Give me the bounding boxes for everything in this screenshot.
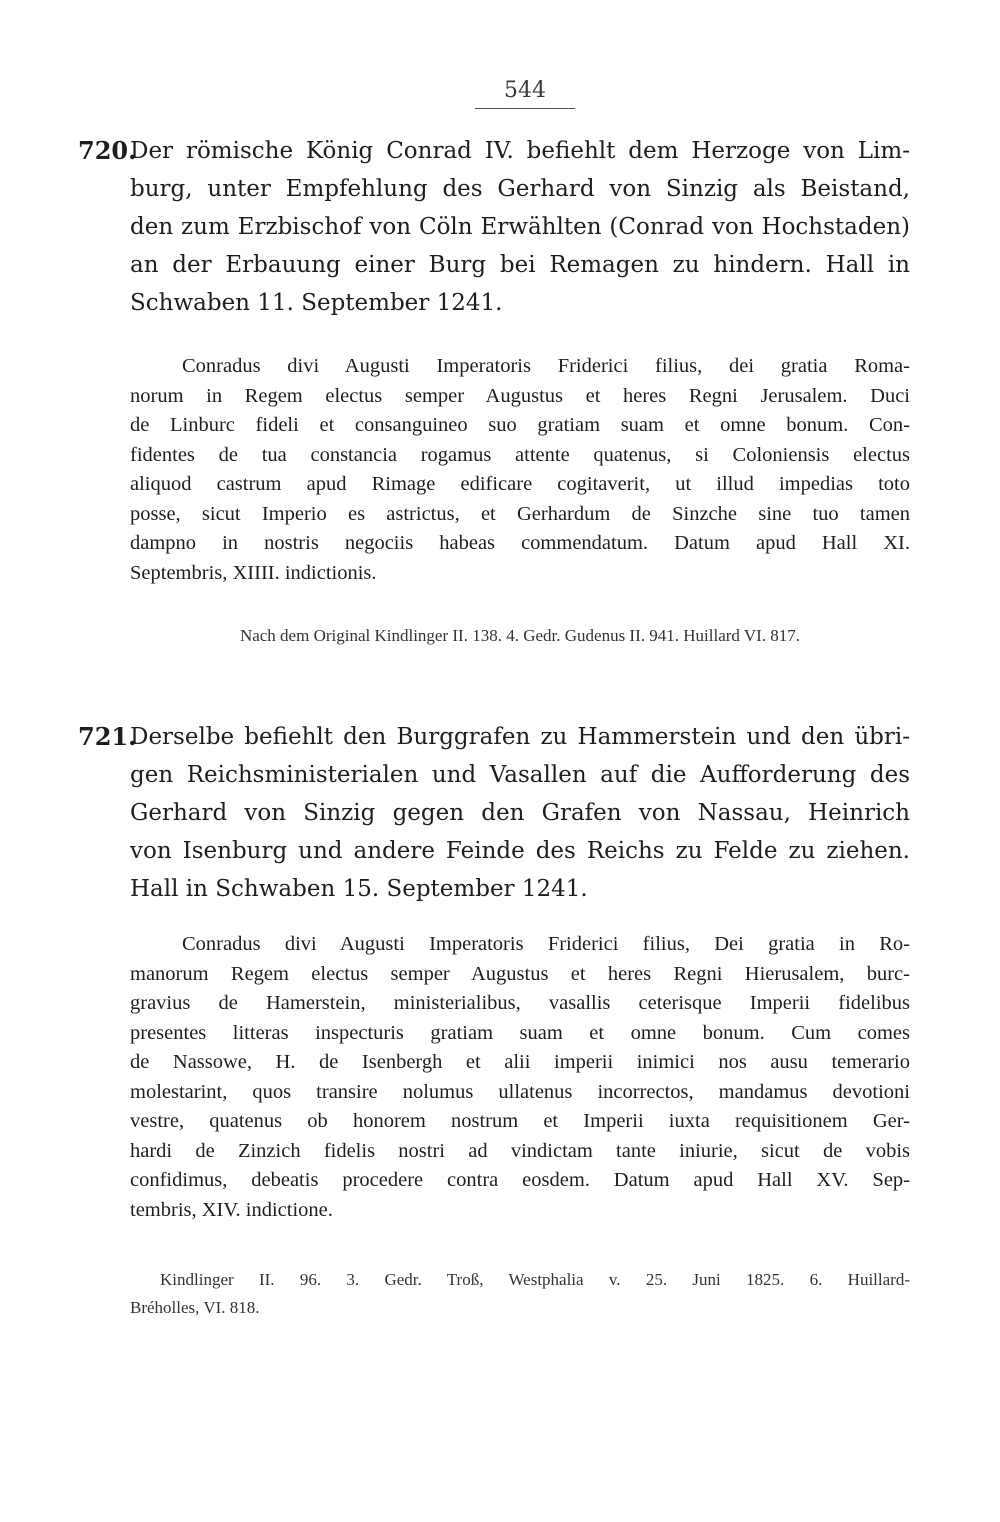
regest-line: Derselbe befiehlt den Burggrafen zu Hammerstein und den übri-: [130, 724, 910, 750]
latin-line: Septembris, XIIII. indictionis.: [130, 561, 377, 584]
regest-line: Gerhard von Sinzig gegen den Grafen von Nassau, Heinrich: [130, 800, 910, 826]
latin-line: de Nassowe, H. de Isenbergh et alii imperii inimici nos ausu temerario: [130, 1051, 910, 1073]
regest-line: Schwaben 11. September 1241.: [130, 290, 503, 316]
regest-line: burg, unter Empfehlung des Gerhard von Sinzig als Beistand,: [130, 176, 910, 202]
regest-line: Der römische König Conrad IV. befiehlt dem Herzoge von Lim-: [130, 138, 910, 164]
regest-line: den zum Erzbischof von Cöln Erwählten (Conrad von Hochstaden): [130, 214, 910, 240]
source-line: Kindlinger II. 96. 3. Gedr. Troß, Westphalia v. 25. Juni 1825. 6. Huillard-: [160, 1270, 910, 1289]
entry-721-source-note: [130, 1266, 910, 1322]
entry-721-latin-text: [130, 930, 910, 1225]
entry-720-source-note: [130, 622, 910, 650]
latin-line: Conradus divi Augusti Imperatoris Friderici filius, dei gratia Roma-: [182, 355, 910, 377]
latin-line: presentes litteras inspecturis gratiam suam et omne bonum. Cum comes: [130, 1021, 910, 1044]
latin-line: norum in Regem electus semper Augustus et heres Regni Jerusalem. Duci: [130, 384, 910, 407]
page-number: 544: [504, 78, 546, 103]
source-line: Nach dem Original Kindlinger II. 138. 4. Gedr. Gudenus II. 941. Huillard VI. 817.: [239, 626, 801, 645]
latin-line: dampno in nostris negociis habeas commendatum. Datum apud Hall XI.: [130, 532, 910, 554]
entry-number: 721.: [78, 722, 137, 751]
regest-line: an der Erbauung einer Burg bei Remagen zu hindern. Hall in: [130, 252, 910, 278]
latin-line: gravius de Hamerstein, ministerialibus, vasallis ceterisque Imperii fidelibus: [130, 992, 910, 1014]
entry-720-regest: [78, 132, 910, 322]
page-number-rule: [475, 108, 575, 109]
latin-line: de Linburc fideli et consanguineo suo gratiam suam et omne bonum. Con-: [130, 414, 910, 436]
entry-number: 720.: [78, 136, 137, 165]
latin-line: Conradus divi Augusti Imperatoris Friderici filius, Dei gratia in Ro-: [182, 933, 910, 955]
latin-line: tembris, XIV. indictione.: [130, 1198, 333, 1221]
latin-line: manorum Regem electus semper Augustus et heres Regni Hierusalem, burc-: [130, 962, 910, 985]
latin-line: molestarint, quos transire nolumus ullatenus incorrectos, mandamus devotioni: [130, 1080, 910, 1103]
latin-line: hardi de Zinzich fidelis nostri ad vindictam tante iniurie, sicut de vobis: [130, 1139, 910, 1162]
latin-line: vestre, quatenus ob honorem nostrum et Imperii iuxta requisitionem Ger-: [130, 1110, 910, 1132]
latin-line: fidentes de tua constancia rogamus attente quatenus, si Coloniensis electus: [130, 443, 910, 466]
latin-line: confidimus, debeatis procedere contra eosdem. Datum apud Hall XV. Sep-: [130, 1169, 910, 1191]
regest-line: gen Reichsministerialen und Vasallen auf die Aufforderung des: [130, 762, 910, 788]
entry-720-latin-text: [130, 352, 910, 588]
regest-line: von Isenburg und andere Feinde des Reichs zu Felde zu ziehen.: [130, 838, 910, 864]
regest-line: Hall in Schwaben 15. September 1241.: [130, 876, 588, 902]
latin-line: posse, sicut Imperio es astrictus, et Gerhardum de Sinzche sine tuo tamen: [130, 502, 910, 525]
source-line: Bréholles, VI. 818.: [130, 1298, 260, 1317]
latin-line: aliquod castrum apud Rimage edificare cogitaverit, ut illud impedias toto: [130, 473, 910, 495]
entry-721-regest: [78, 718, 910, 908]
